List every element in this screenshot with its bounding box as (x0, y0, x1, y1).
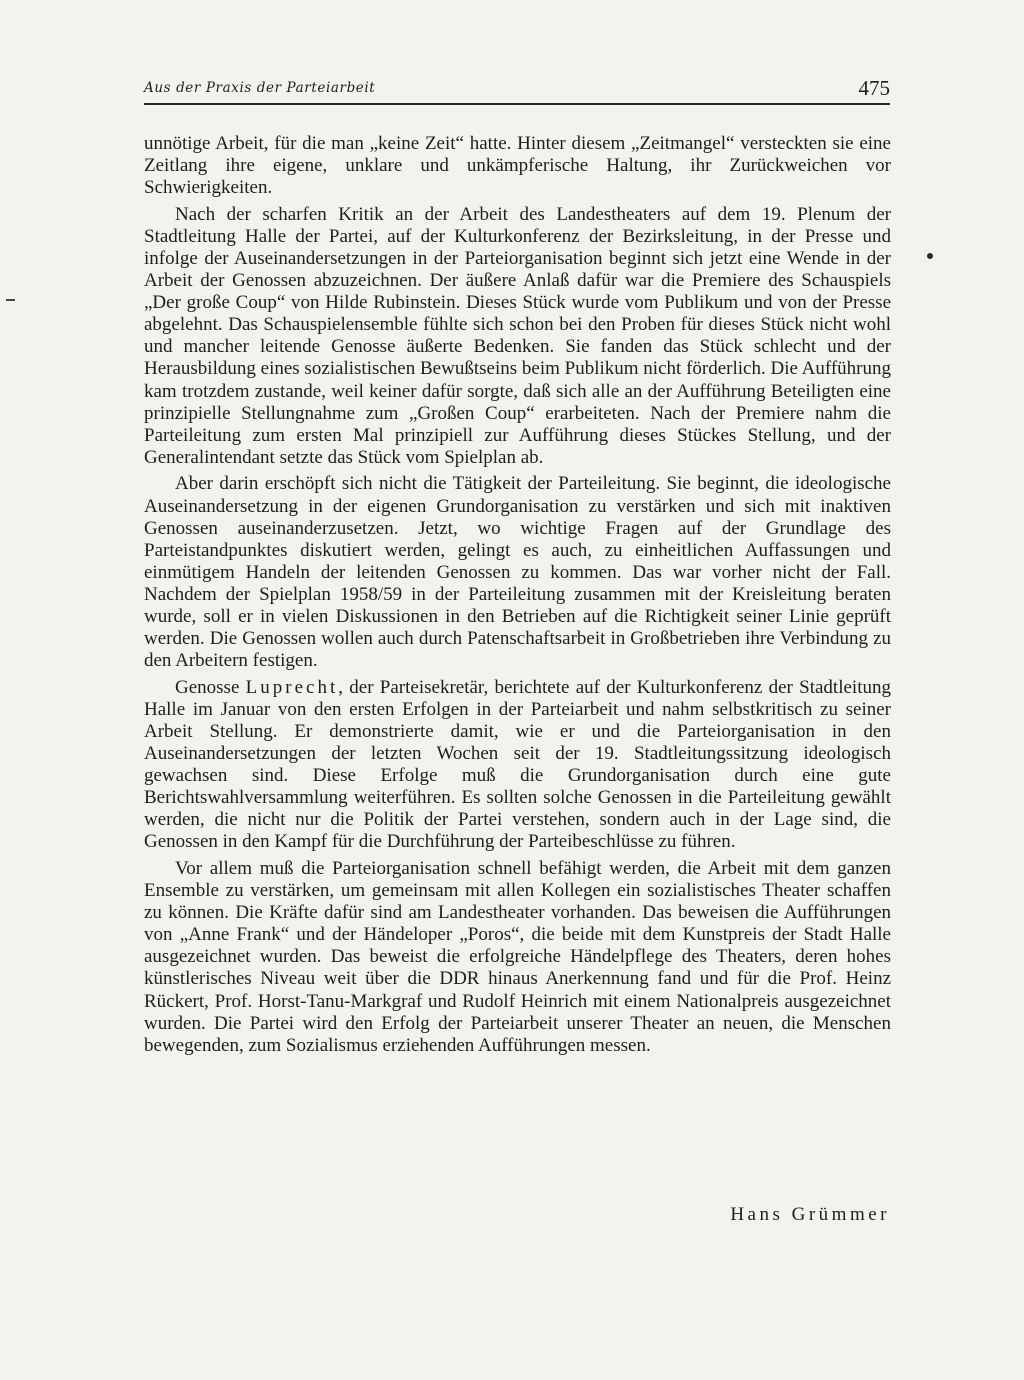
paragraph-2: Nach der scharfen Kritik an der Arbeit des Landestheaters auf dem 19. Plenum der Stadtleitung Halle der Partei, auf der Kulturkonferenz der Bezirksleitung, in der Presse und infolge der Auseinandersetzungen in der Parteiorganisation beginnt sich jetzt eine Wende in der Arbeit der Genossen abzuzeichnen. Der äußere Anlaß dafür war die Premiere des Schauspiels „Der große Coup“ von Hilde Rubinstein. Dieses Stück wurde vom Publikum und von der Presse abgelehnt. Das Schauspielensemble fühlte sich schon bei den Proben für dieses Stück nicht wohl und mancher leitende Genosse äußerte Bedenken. Sie fanden das Stück schlecht und der Herausbildung eines sozialistischen Bewußtseins beim Publikum nicht förderlich. Die Aufführung kam trotzdem zustande, weil keiner dafür sorgte, daß sich alle an der Aufführung Beteiligten eine prinzipielle Stellungnahme zum „Großen Coup“ erarbeiteten. Nach der Premiere nahm die Parteileitung zum ersten Mal prinzipiell zur Aufführung dieses Stückes Stellung, und der Generalintendant setzte das Stück vom Spielplan ab. (144, 203, 891, 468)
margin-dash-mark (6, 299, 15, 301)
paragraph-1: unnötige Arbeit, für die man „keine Zeit“ hatte. Hinter diesem „Zeitmangel“ versteckten sie eine Zeitlang ihre eigene, unklare und unkämpferische Haltung, ihr Zurückweichen vor Schwierigkeiten. (144, 133, 891, 199)
paragraph-4-rest: , der Parteisekretär, berichtete auf der Kulturkonferenz der Stadtleitung Halle im Januar von den ersten Erfolgen in der Parteiarbeit und nahm selbstkritisch zu seiner Arbeit Stellung. Er demonstrierte damit, wie er und die Parteiorganisation in den Auseinandersetzungen der letzten Wochen seit der 19. Stadtleitungssitzung ideologisch gewachsen sind. Diese Erfolge muß die Grundorganisation durch eine gute Berichtswahlversammlung weiterführen. Es sollten solche Genossen in die Parteileitung gewählt werden, die nicht nur die Politik der Partei verstehen, sondern auch in der Lage sind, die Genossen in den Kampf für die Durchführung der Parteibeschlüsse zu führen. (144, 676, 891, 853)
author-signature: Hans Grümmer (730, 1204, 890, 1225)
page-number: 475 (858, 76, 890, 100)
margin-dot-mark (927, 253, 933, 259)
page-header (144, 76, 890, 100)
paragraph-4 (144, 677, 891, 854)
article-body (144, 133, 891, 1061)
header-rule (144, 103, 890, 105)
running-head: Aus der Praxis der Parteiarbeit (144, 80, 376, 96)
paragraph-5: Vor allem muß die Parteiorganisation schnell befähigt werden, die Arbeit mit dem ganzen Ensemble zu verstärken, um gemeinsam mit allen Kollegen ein sozialistisches Theater schaffen zu können. Die Kräfte dafür sind am Landestheater vorhanden. Das beweisen die Aufführungen von „Anne Frank“ und der Händeloper „Poros“, die beide mit dem Kunstpreis der Stadt Halle ausgezeichnet wurden. Das beweist die erfolgreiche Händelpflege des Theaters, deren hohes künstlerisches Niveau weit über die DDR hinaus Anerkennung fand und für die Prof. Heinz Rückert, Prof. Horst-Tanu-Markgraf und Rudolf Heinrich mit einem Nationalpreis ausgezeichnet wurden. Die Partei wird den Erfolg der Parteiarbeit unserer Theater an neuen, die Menschen bewegenden, zum Sozialismus erziehenden Aufführungen messen. (144, 858, 891, 1056)
person-name-luprecht: Luprecht (245, 676, 339, 698)
paragraph-3: Aber darin erschöpft sich nicht die Tätigkeit der Parteileitung. Sie beginnt, die ideologische Auseinandersetzung in der eigenen Grundorganisation zu verstärken und sich mit inaktiven Genossen auseinanderzusetzen. Jetzt, wo wichtige Fragen auf der Grundlage des Parteistandpunktes diskutiert werden, gelingt es auch, zu einheitlichen Auffassungen und einmütigem Handeln der leitenden Genossen zu kommen. Das war vorher nicht der Fall. Nachdem der Spielplan 1958/59 in der Parteileitung zusammen mit der Kreisleitung beraten wurde, soll er in vielen Diskussionen in den Betrieben auf die Richtigkeit seiner Linie geprüft werden. Die Genossen wollen auch durch Patenschaftsarbeit in Großbetrieben ihre Verbindung zu den Arbeitern festigen. (144, 473, 891, 672)
paragraph-4-lead: Genosse (175, 676, 246, 698)
